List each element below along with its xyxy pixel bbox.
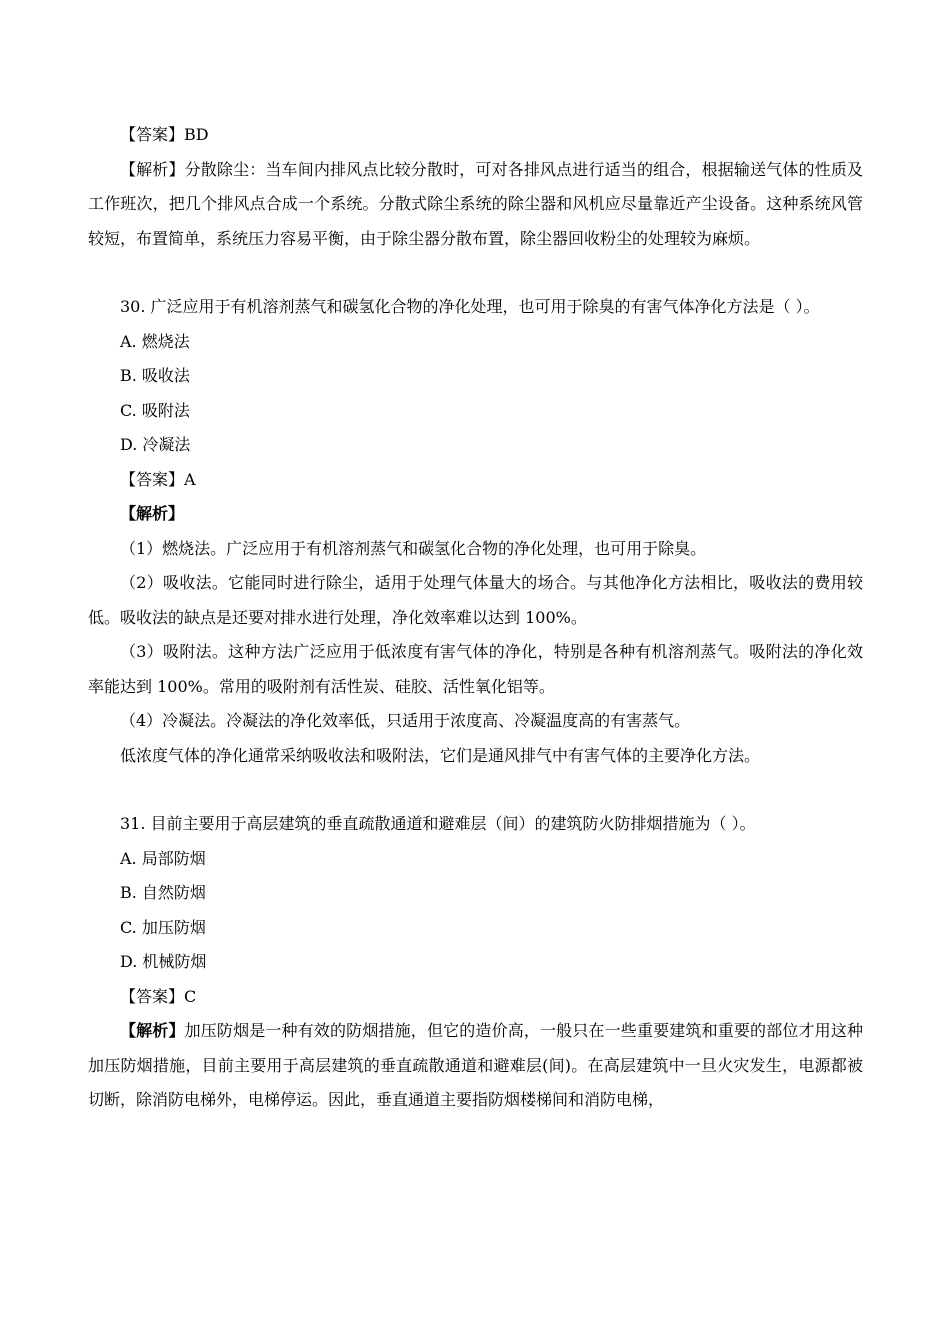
explanation-line: （1）燃烧法。广泛应用于有机溶剂蒸气和碳氢化合物的净化处理，也可用于除臭。 xyxy=(120,538,707,558)
spacer xyxy=(88,773,863,807)
explanation-29 xyxy=(88,153,863,257)
question-31-stem: 31. 目前主要用于高层建筑的垂直疏散通道和避难层（间）的建筑防火防排烟措施为（ ）。 xyxy=(120,814,756,833)
option-b: B. 吸收法 xyxy=(120,366,190,385)
option-a: A. 燃烧法 xyxy=(120,331,190,351)
answer-tag: 【答案】 xyxy=(120,469,185,489)
option-b: B. 自然防烟 xyxy=(120,883,206,902)
explanation-tag: 【解析】 xyxy=(120,1021,185,1040)
question-30-stem: 30. 广泛应用于有机溶剂蒸气和碳氢化合物的净化处理，也可用于除臭的有害气体净化方法是（ ）。 xyxy=(120,297,820,316)
explanation-tag: 【解析】 xyxy=(120,504,185,523)
answer-value: C xyxy=(184,986,197,1006)
explanation-text: 分散除尘：当车间内排风点比较分散时，可对各排风点进行适当的组合，根据输送气体的性质及工作班次，把几个排风点合成一个系统。分散式除尘系统的除尘器和风机应尽量靠近产尘设备。这种系统风管较短，布置简单，系统压力容易平衡，由于除尘器分散布置，除尘器回收粉尘的处理较为麻烦。 xyxy=(88,159,863,248)
answer-tag: 【答案】 xyxy=(120,125,185,144)
explanation-text: 加压防烟是一种有效的防烟措施，但它的造价高，一般只在一些重要建筑和重要的部位才用这种加压防烟措施，目前主要用于高层建筑的垂直疏散通道和避难层(间)。在高层建筑中一旦火灾发生，电源都被切断，除消防电梯外，电梯停运。因此，垂直通道主要指防烟楼梯间和消防电梯， xyxy=(88,1021,863,1109)
answer-value: BD xyxy=(184,125,209,144)
answer-line-30 xyxy=(88,463,863,498)
explanation-line: 低浓度气体的净化通常采纳吸收法和吸附法，它们是通风排气中有害气体的主要净化方法。 xyxy=(120,745,761,765)
option-c: C. 吸附法 xyxy=(120,400,190,420)
answer-line-31 xyxy=(88,980,863,1015)
explanation-31 xyxy=(88,1014,863,1118)
document-page xyxy=(88,118,863,1118)
explanation-line: （3）吸附法。这种方法广泛应用于低浓度有害气体的净化，特别是各种有机溶剂蒸气。吸附法的净化效率能达到 100%。常用的吸附剂有活性炭、硅胶、活性氧化铝等。 xyxy=(88,642,863,696)
option-a: A. 局部防烟 xyxy=(120,848,206,868)
option-c: C. 加压防烟 xyxy=(120,917,206,937)
answer-line-29 xyxy=(88,118,863,153)
explanation-line: （4）冷凝法。冷凝法的净化效率低，只适用于浓度高、冷凝温度高的有害蒸气。 xyxy=(120,711,691,730)
spacer xyxy=(88,256,863,290)
option-d: D. 机械防烟 xyxy=(120,952,207,971)
option-d: D. 冷凝法 xyxy=(120,435,191,454)
explanation-tag: 【解析】 xyxy=(120,159,185,179)
answer-tag: 【答案】 xyxy=(120,986,185,1006)
explanation-line: （2）吸收法。它能同时进行除尘，适用于处理气体量大的场合。与其他净化方法相比，吸收法的费用较低。吸收法的缺点是还要对排水进行处理，净化效率难以达到 100%。 xyxy=(88,573,863,627)
answer-value: A xyxy=(184,469,196,489)
